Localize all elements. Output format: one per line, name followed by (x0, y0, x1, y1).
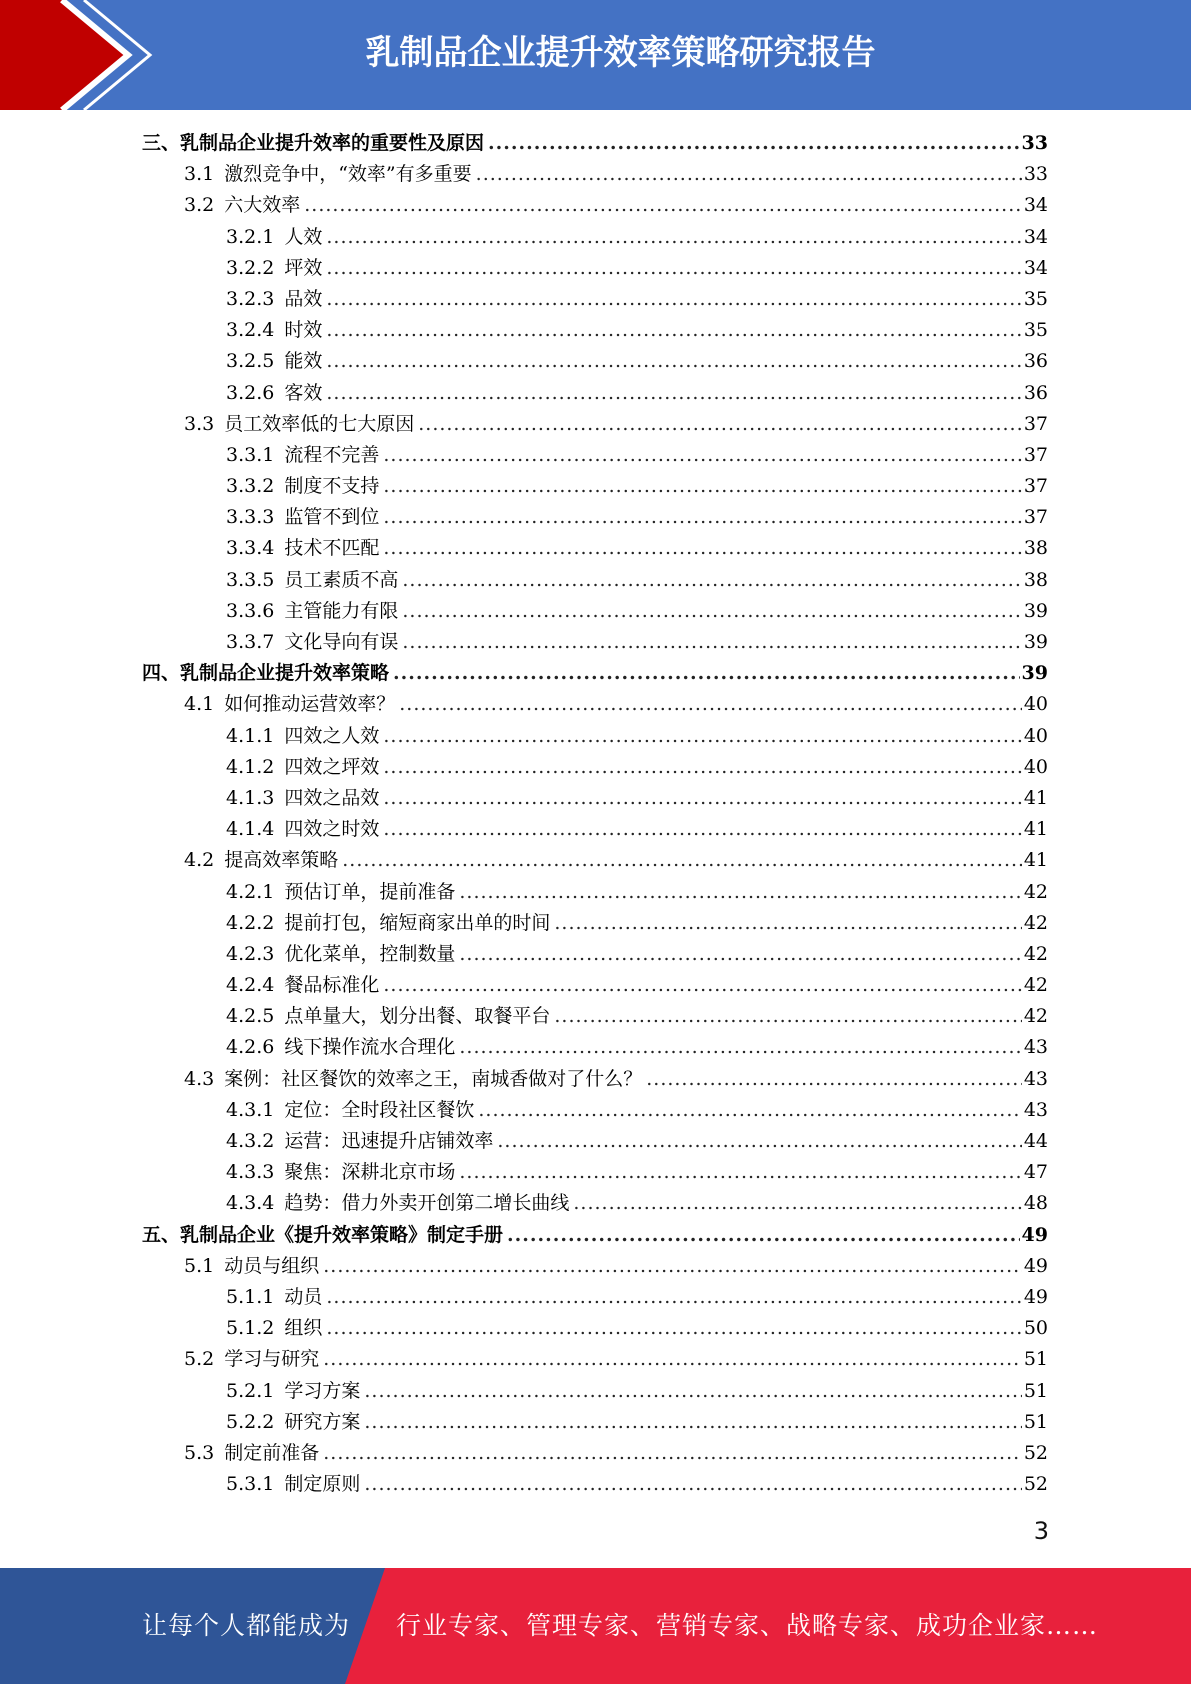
toc-entry-title: 动员 (284, 1285, 323, 1308)
toc-entry-number: 3.3.3 (226, 506, 275, 529)
toc-leader-dots (459, 939, 1021, 970)
toc-entry-title: 学习与研究 (224, 1348, 320, 1371)
toc-leader-dots (383, 783, 1021, 814)
toc-entry-page: 47 (1023, 1161, 1048, 1184)
toc-entry-number: 4.3 (184, 1067, 215, 1090)
toc-entry-title: 主管能力有限 (284, 599, 399, 622)
toc-entry-page: 51 (1023, 1348, 1048, 1371)
toc-leader-dots (326, 315, 1021, 346)
toc-leader-dots (342, 845, 1022, 876)
toc-entry-number: 4.2.2 (226, 911, 275, 934)
toc-entry-page: 50 (1023, 1317, 1048, 1340)
header-banner (0, 0, 1191, 110)
toc-leader-dots (326, 378, 1021, 409)
toc-entry-page: 39 (1021, 662, 1048, 685)
toc-entry-title: 研究方案 (284, 1410, 361, 1433)
toc-entry[interactable] (142, 565, 1048, 596)
toc-entry[interactable] (142, 1001, 1048, 1032)
toc-leader-dots (326, 1313, 1021, 1344)
toc-leader-dots (364, 1407, 1021, 1438)
toc-entry-title: 聚焦：深耕北京市场 (284, 1161, 456, 1184)
toc-entry[interactable] (142, 1438, 1048, 1469)
toc-leader-dots (488, 128, 1020, 159)
toc-entry-title: 提前打包，缩短商家出单的时间 (284, 911, 551, 934)
toc-entry-page: 43 (1023, 1098, 1048, 1121)
toc-leader-dots (383, 502, 1021, 533)
toc-entry-number: 4.2 (184, 849, 215, 872)
toc-entry[interactable] (142, 1407, 1048, 1438)
toc-entry-title: 人效 (284, 225, 323, 248)
toc-entry-number: 4.2.3 (226, 942, 275, 965)
toc-entry-page: 43 (1023, 1067, 1048, 1090)
toc-entry-number: 3.3.1 (226, 443, 275, 466)
report-title: 乳制品企业提升效率策略研究报告 (365, 33, 876, 73)
toc-entry-title: 餐品标准化 (284, 974, 380, 997)
toc-leader-dots (646, 1064, 1022, 1095)
toc-entry-title: 时效 (284, 319, 323, 342)
toc-entry-title: 制定前准备 (224, 1441, 320, 1464)
toc-entry[interactable] (142, 1469, 1048, 1500)
toc-entry-page: 34 (1023, 225, 1048, 248)
toc-entry-title: 四效之坪效 (284, 755, 380, 778)
toc-entry-page: 40 (1023, 755, 1048, 778)
toc-entry-title: 流程不完善 (284, 443, 380, 466)
toc-leader-dots (459, 1157, 1021, 1188)
toc-leader-dots (402, 565, 1021, 596)
toc-entry-title: 趋势：借力外卖开创第二增长曲线 (284, 1192, 570, 1215)
toc-leader-dots (323, 1438, 1022, 1469)
toc-entry-number: 四、 (142, 662, 181, 685)
toc-entry-number: 3.2.4 (226, 319, 275, 342)
toc-entry-number: 4.2.6 (226, 1036, 275, 1059)
toc-leader-dots (478, 1095, 1021, 1126)
toc-entry-number: 4.2.4 (226, 974, 275, 997)
toc-entry-number: 3.2.6 (226, 381, 275, 404)
toc-entry[interactable] (142, 440, 1048, 471)
toc-leader-dots (402, 627, 1021, 658)
toc-leader-dots (393, 658, 1020, 689)
toc-entry-page: 42 (1023, 880, 1048, 903)
toc-leader-dots (326, 253, 1021, 284)
toc-entry-title: 案例：社区餐饮的效率之王，南城香做对了什么？ (224, 1067, 643, 1090)
toc-leader-dots (383, 752, 1021, 783)
toc-entry[interactable] (142, 721, 1048, 752)
toc-entry-title: 预估订单，提前准备 (284, 880, 456, 903)
toc-entry-page: 41 (1023, 849, 1048, 872)
toc-entry-number: 4.1.1 (226, 724, 275, 747)
toc-entry-page: 48 (1023, 1192, 1048, 1215)
toc-entry-page: 42 (1023, 911, 1048, 934)
toc-leader-dots (383, 533, 1021, 564)
toc-leader-dots (402, 596, 1021, 627)
toc-entry[interactable] (142, 596, 1048, 627)
toc-entry[interactable] (142, 128, 1048, 159)
toc-leader-dots (364, 1376, 1021, 1407)
toc-entry-page: 36 (1023, 350, 1048, 373)
toc-entry[interactable] (142, 502, 1048, 533)
toc-leader-dots (326, 222, 1021, 253)
toc-entry-page: 38 (1023, 537, 1048, 560)
toc-entry-page: 42 (1023, 1005, 1048, 1028)
toc-entry-title: 监管不到位 (284, 506, 380, 529)
toc-entry-number: 3.3.4 (226, 537, 275, 560)
toc-entry-title: 六大效率 (224, 194, 301, 217)
toc-entry-number: 5.2 (184, 1348, 215, 1371)
toc-entry-number: 三、 (142, 132, 181, 154)
toc-entry-number: 3.2.3 (226, 287, 275, 310)
toc-entry-page: 41 (1023, 818, 1048, 841)
toc-entry-page: 37 (1023, 506, 1048, 529)
toc-entry-title: 客效 (284, 381, 323, 404)
toc-entry-title: 四效之人效 (284, 724, 380, 747)
toc-entry-page: 49 (1021, 1223, 1048, 1246)
toc-leader-dots (304, 190, 1022, 221)
toc-entry-title: 员工效率低的七大原因 (224, 412, 415, 435)
toc-entry-title: 能效 (284, 350, 323, 373)
toc-entry-title: 员工素质不高 (284, 568, 399, 591)
toc-leader-dots (573, 1188, 1021, 1219)
toc-entry-number: 4.1.4 (226, 818, 275, 841)
toc-entry-page: 40 (1023, 724, 1048, 747)
toc-entry[interactable] (142, 1032, 1048, 1063)
table-of-contents (142, 128, 1048, 1500)
toc-entry-number: 3.3.6 (226, 599, 275, 622)
toc-entry-number: 5.3.1 (226, 1473, 275, 1496)
toc-entry-page: 41 (1023, 786, 1048, 809)
toc-entry[interactable] (142, 814, 1048, 845)
toc-entry-page: 42 (1023, 942, 1048, 965)
toc-entry-title: 学习方案 (284, 1379, 361, 1402)
toc-entry[interactable] (142, 378, 1048, 409)
toc-entry-title: 乳制品企业提升效率的重要性及原因 (180, 132, 485, 154)
toc-entry[interactable] (142, 689, 1048, 720)
toc-entry-title: 乳制品企业《提升效率策略》制定手册 (180, 1223, 504, 1246)
toc-leader-dots (326, 346, 1021, 377)
toc-entry-title: 提高效率策略 (224, 849, 339, 872)
toc-entry-title: 坪效 (284, 256, 323, 279)
toc-entry[interactable] (142, 159, 1048, 190)
toc-entry[interactable] (142, 1251, 1048, 1282)
toc-leader-dots (326, 284, 1021, 315)
toc-entry-page: 36 (1023, 381, 1048, 404)
toc-entry[interactable] (142, 253, 1048, 284)
toc-entry[interactable] (142, 284, 1048, 315)
toc-entry[interactable] (142, 346, 1048, 377)
toc-entry-page: 51 (1023, 1410, 1048, 1433)
toc-entry-title: 动员与组织 (224, 1254, 320, 1277)
toc-leader-dots (459, 877, 1021, 908)
toc-entry-title: 制定原则 (284, 1473, 361, 1496)
toc-leader-dots (476, 159, 1022, 190)
toc-entry[interactable] (142, 1064, 1048, 1095)
toc-entry-page: 35 (1023, 319, 1048, 342)
toc-entry-page: 34 (1023, 256, 1048, 279)
toc-entry-page: 37 (1023, 412, 1048, 435)
toc-entry[interactable] (142, 1126, 1048, 1157)
toc-entry[interactable] (142, 845, 1048, 876)
toc-leader-dots (383, 970, 1021, 1001)
toc-leader-dots (459, 1032, 1021, 1063)
toc-entry-number: 4.3.3 (226, 1161, 275, 1184)
toc-entry-title: 线下操作流水合理化 (284, 1036, 456, 1059)
toc-entry[interactable] (142, 533, 1048, 564)
toc-entry-page: 44 (1023, 1130, 1048, 1152)
toc-entry-page: 38 (1023, 568, 1048, 591)
toc-entry-page: 51 (1023, 1379, 1048, 1402)
toc-entry[interactable] (142, 222, 1048, 253)
toc-entry-title: 定位：全时段社区餐饮 (284, 1098, 475, 1121)
toc-leader-dots (364, 1469, 1021, 1500)
toc-entry-number: 5.2.1 (226, 1379, 275, 1402)
toc-entry-title: 制度不支持 (284, 475, 380, 498)
toc-entry-title: 组织 (284, 1317, 323, 1340)
toc-leader-dots (399, 689, 1022, 720)
toc-entry[interactable] (142, 409, 1048, 440)
toc-entry-title: 四效之品效 (284, 786, 380, 809)
toc-entry[interactable] (142, 1188, 1048, 1219)
toc-entry[interactable] (142, 1220, 1048, 1251)
toc-entry-number: 五、 (142, 1223, 181, 1246)
toc-entry-number: 5.3 (184, 1441, 215, 1464)
toc-entry-page: 52 (1023, 1441, 1048, 1464)
toc-entry-number: 4.3.4 (226, 1192, 275, 1215)
toc-entry-page: 52 (1023, 1473, 1048, 1496)
footer-slogan-left: 让每个人都能成为 (142, 1611, 351, 1640)
toc-entry[interactable] (142, 970, 1048, 1001)
toc-entry-number: 3.1 (184, 163, 215, 186)
toc-entry-number: 3.2.2 (226, 256, 275, 279)
toc-entry-title: 激烈竞争中，“效率”有多重要 (224, 163, 472, 186)
toc-entry[interactable] (142, 877, 1048, 908)
footer-banner (0, 1568, 1191, 1684)
toc-entry[interactable] (142, 471, 1048, 502)
toc-entry-number: 5.1.1 (226, 1285, 275, 1308)
toc-leader-dots (326, 1282, 1021, 1313)
toc-entry-number: 4.2.5 (226, 1005, 275, 1028)
toc-entry-number: 5.2.2 (226, 1410, 275, 1433)
toc-entry[interactable] (142, 1344, 1048, 1375)
toc-entry[interactable] (142, 1376, 1048, 1407)
toc-entry-page: 49 (1023, 1285, 1048, 1308)
toc-leader-dots (554, 908, 1021, 939)
toc-entry-number: 3.3.2 (226, 475, 275, 498)
toc-entry-page: 40 (1023, 693, 1048, 716)
toc-entry-number: 5.1 (184, 1254, 215, 1277)
toc-entry-number: 3.2.5 (226, 350, 275, 373)
toc-entry-number: 4.1.3 (226, 786, 275, 809)
toc-entry-title: 运营：迅速提升店铺效率 (284, 1130, 494, 1152)
toc-leader-dots (383, 814, 1021, 845)
toc-leader-dots (418, 409, 1022, 440)
toc-entry[interactable] (142, 190, 1048, 221)
toc-entry-page: 34 (1023, 194, 1048, 217)
toc-leader-dots (507, 1220, 1020, 1251)
toc-entry-page: 35 (1023, 287, 1048, 310)
toc-entry-title: 乳制品企业提升效率策略 (180, 662, 390, 685)
toc-entry-number: 3.3 (184, 412, 215, 435)
toc-entry[interactable] (142, 1095, 1048, 1126)
toc-entry-number: 3.2 (184, 194, 215, 217)
toc-entry-title: 优化菜单，控制数量 (284, 942, 456, 965)
footer-slogan-right: 行业专家、管理专家、营销专家、战略专家、成功企业家…… (396, 1611, 1099, 1640)
toc-entry-number: 4.2.1 (226, 880, 275, 903)
toc-leader-dots (554, 1001, 1021, 1032)
toc-entry-title: 四效之时效 (284, 818, 380, 841)
toc-leader-dots (383, 440, 1021, 471)
toc-entry-page: 39 (1023, 599, 1048, 622)
toc-entry-title: 技术不匹配 (284, 537, 380, 560)
toc-entry-number: 4.3.2 (226, 1130, 275, 1152)
toc-leader-dots (383, 471, 1021, 502)
toc-entry-number: 4.1 (184, 693, 215, 716)
toc-leader-dots (323, 1251, 1022, 1282)
toc-entry-page: 33 (1021, 132, 1048, 154)
toc-entry[interactable] (142, 1157, 1048, 1188)
toc-entry-page: 37 (1023, 475, 1048, 498)
toc-entry-number: 4.3.1 (226, 1098, 275, 1121)
toc-entry-page: 49 (1023, 1254, 1048, 1277)
toc-entry-number: 4.1.2 (226, 755, 275, 778)
toc-entry-page: 42 (1023, 974, 1048, 997)
toc-entry-page: 39 (1023, 631, 1048, 653)
toc-leader-dots (323, 1344, 1022, 1375)
toc-entry-number: 3.2.1 (226, 225, 275, 248)
toc-leader-dots (383, 721, 1021, 752)
toc-entry-number: 3.3.5 (226, 568, 275, 591)
toc-entry-title: 点单量大，划分出餐、取餐平台 (284, 1005, 551, 1028)
toc-entry[interactable] (142, 1282, 1048, 1313)
toc-entry-title: 文化导向有误 (284, 631, 399, 653)
toc-leader-dots (497, 1126, 1021, 1157)
page-number: 3 (1033, 1517, 1049, 1545)
toc-entry-page: 37 (1023, 443, 1048, 466)
toc-entry[interactable] (142, 627, 1048, 658)
toc-entry-number: 5.1.2 (226, 1317, 275, 1340)
toc-entry-page: 43 (1023, 1036, 1048, 1059)
toc-entry-page: 33 (1023, 163, 1048, 186)
toc-entry[interactable] (142, 783, 1048, 814)
toc-entry[interactable] (142, 315, 1048, 346)
toc-entry-title: 品效 (284, 287, 323, 310)
toc-entry[interactable] (142, 752, 1048, 783)
toc-entry[interactable] (142, 658, 1048, 689)
toc-entry[interactable] (142, 1313, 1048, 1344)
toc-entry-number: 3.3.7 (226, 631, 275, 653)
toc-entry[interactable] (142, 939, 1048, 970)
toc-entry[interactable] (142, 908, 1048, 939)
toc-entry-title: 如何推动运营效率？ (224, 693, 396, 716)
